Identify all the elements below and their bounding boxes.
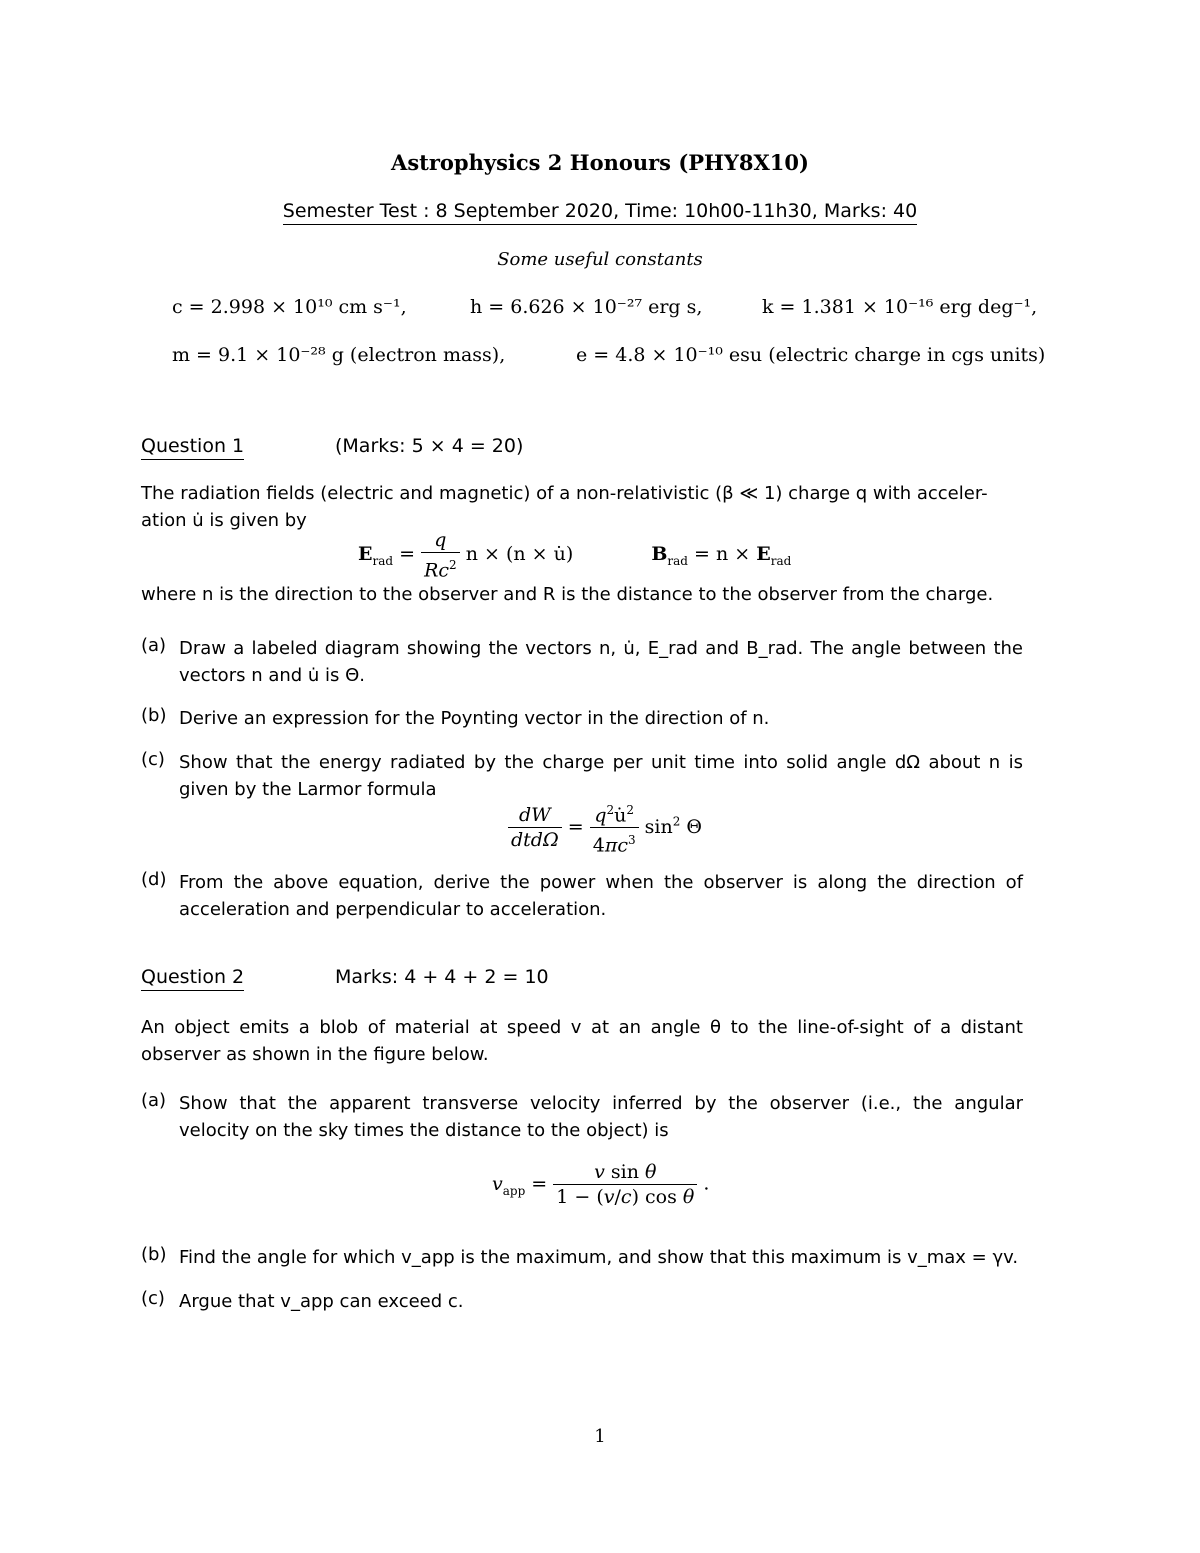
q1-c-label: (c) xyxy=(141,749,165,770)
constant-e: e = 4.8 × 10⁻¹⁰ esu (electric charge in cgs units) xyxy=(576,344,1046,366)
q2-b-label: (b) xyxy=(141,1244,167,1265)
larmor-equation: $\frac{dW}{\text{dtdΩ}}$ = $\frac{q^2u̇^2}{4\pi c^3}$ $\sin^2 \Theta$ xyxy=(508,798,702,858)
question-1-marks: (Marks: 5 × 4 = 20) xyxy=(335,435,524,457)
exam-title: Astrophysics 2 Honours (PHY8X10) xyxy=(391,150,809,175)
q1-a-text: Draw a labeled diagram showing the vectors n, u̇, E_rad and B_rad. The angle between the vectors n and u̇ is Θ. xyxy=(179,638,1023,686)
q1-d-label: (d) xyxy=(141,869,167,890)
q1-a-label: (a) xyxy=(141,635,167,656)
q1-field-equation: $E_{rad}$ = $\frac{q}{Rc^2}$ n × (n × u̇) $B_{rad} = n \times E_{rad}$ xyxy=(358,529,792,582)
q2-intro: An object emits a blob of material at speed v at an angle θ to the line-of-sight of a distant observer as shown in the figure below. xyxy=(141,1017,1023,1065)
question-2-marks: Marks: 4 + 4 + 2 = 10 xyxy=(335,966,549,988)
q1-b-label: (b) xyxy=(141,705,167,726)
q1-intro-line2: ation u̇ is given by xyxy=(141,510,307,531)
constants-heading: Some useful constants xyxy=(497,249,703,270)
q2-b-text: Find the angle for which v_app is the maximum, and show that this maximum is v_max = γv. xyxy=(179,1247,1019,1268)
q2-a-label: (a) xyxy=(141,1090,167,1111)
q1-after-equation: where n is the direction to the observer and R is the distance to the observer from the charge. xyxy=(141,584,994,605)
constant-k: k = 1.381 × 10⁻¹⁶ erg deg⁻¹, xyxy=(762,296,1038,318)
q1-d-text: From the above equation, derive the power when the observer is along the direction of acceleration and perpendicular to acceleration. xyxy=(179,872,1023,920)
question-2-heading: Question 2 xyxy=(141,966,244,988)
exam-subtitle xyxy=(0,200,1200,222)
q1-b-text: Derive an expression for the Poynting vector in the direction of n. xyxy=(179,708,770,729)
page-number: 1 xyxy=(594,1426,606,1447)
q2-c-label: (c) xyxy=(141,1288,165,1309)
constant-h: h = 6.626 × 10⁻²⁷ erg s, xyxy=(470,296,703,318)
vapp-equation: $v_{app}$ = $\frac{\text{v sin θ}}{\text{1 − (v/c) cos θ}}$ . xyxy=(492,1161,710,1208)
q1-c-text: Show that the energy radiated by the charge per unit time into solid angle dΩ about n is given by the Larmor formula xyxy=(179,752,1023,800)
constant-m: m = 9.1 × 10⁻²⁸ g (electron mass), xyxy=(172,344,506,366)
exam-subtitle-text: Semester Test : 8 September 2020, Time: 10h00-11h30, Marks: 40 xyxy=(283,200,917,225)
question-1-heading: Question 1 xyxy=(141,435,244,457)
q2-a-text: Show that the apparent transverse velocity inferred by the observer (i.e., the angular velocity on the sky times the distance to the object) is xyxy=(179,1093,1023,1141)
q1-intro-line1: The radiation fields (electric and magnetic) of a non-relativistic (β ≪ 1) charge q with acceler- xyxy=(141,483,988,504)
q2-c-text: Argue that v_app can exceed c. xyxy=(179,1291,464,1312)
constant-c: c = 2.998 × 10¹⁰ cm s⁻¹, xyxy=(172,296,407,318)
